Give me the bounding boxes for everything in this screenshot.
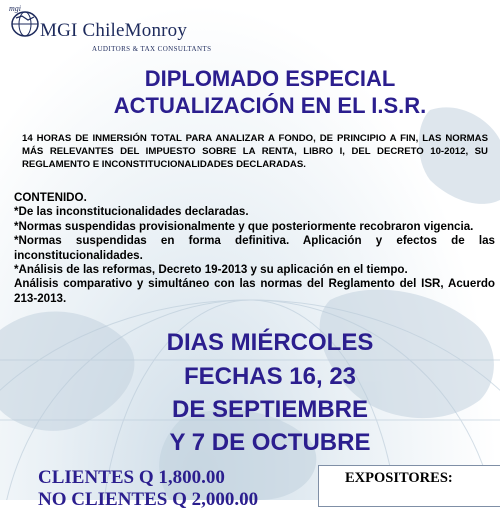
schedule-line-3: DE SEPTIEMBRE	[171, 396, 369, 423]
schedule-line-1: DIAS MIÉRCOLES	[166, 329, 374, 356]
logo-small-mgi: mgi	[9, 4, 21, 13]
schedule-line-2: FECHAS 16, 23	[183, 363, 357, 390]
title-line-2: ACTUALIZACIÓN EN EL I.S.R.	[113, 93, 427, 118]
price-clientes: CLIENTES Q 1,800.00	[38, 467, 225, 488]
title-line-1: DIPLOMADO ESPECIAL	[144, 66, 396, 91]
contenido-item: *Normas suspendidas provisionalmente y que posteriormente recobraron vigencia.	[14, 219, 474, 233]
company-tagline: AUDITORS & TAX CONSULTANTS	[92, 45, 212, 53]
contenido-item: Análisis comparativo y simultáneo con las normas del Reglamento del ISR, Acuerdo 213-2013.	[14, 277, 495, 305]
contenido-item: *Análisis de las reformas, Decreto 19-2013 y su aplicación en el tiempo.	[14, 263, 408, 277]
contenido-heading: CONTENIDO.	[14, 191, 87, 204]
contenido-item: *Normas suspendidas en forma definitiva. Aplicación y efectos de las inconstitucionalidades.	[14, 234, 495, 262]
contenido-section	[14, 191, 495, 306]
price-no-clientes: NO CLIENTES Q 2,000.00	[38, 489, 259, 510]
intro-paragraph: 14 HORAS DE INMERSIÓN TOTAL PARA ANALIZAR A FONDO, DE PRINCIPIO A FIN, LAS NORMAS MÁS RELEVANTES DEL IMPUESTO SOBRE LA RENTA, LIBRO I, DEL DECRETO 10-2012, SU REGLAMENTO E INCONSTITUCIONALIDADES DECLARADAS.	[22, 133, 488, 170]
company-name: MGI ChileMonroy	[40, 20, 188, 41]
expositores-label: EXPOSITORES:	[345, 470, 453, 486]
schedule-line-4: Y 7 DE OCTUBRE	[169, 429, 371, 456]
contenido-item: *De las inconstitucionalidades declaradas.	[14, 205, 249, 219]
